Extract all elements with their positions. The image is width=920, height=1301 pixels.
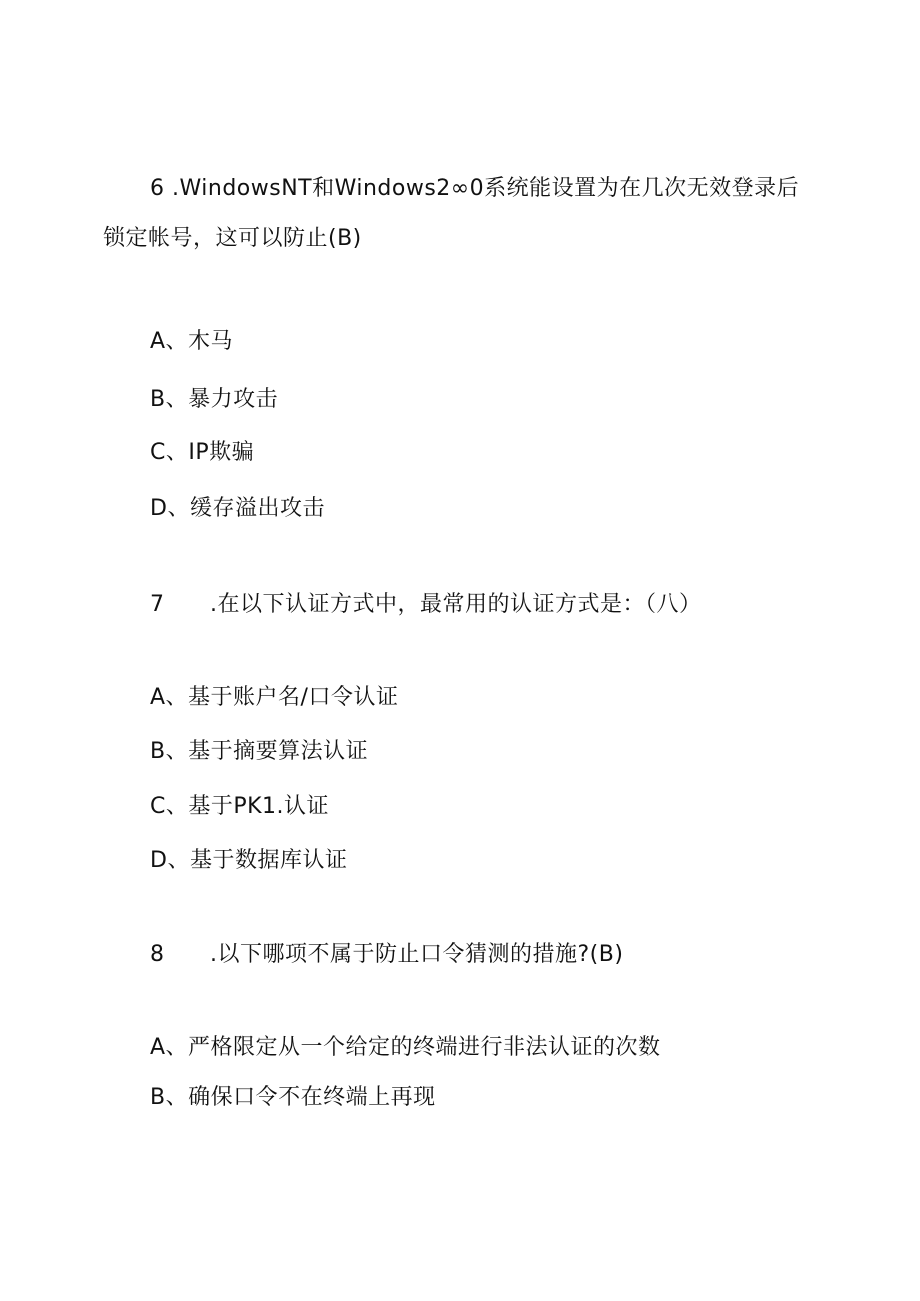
option-b: B、基于摘要算法认证	[150, 739, 369, 764]
question-number: 7	[150, 592, 164, 617]
question-text-line1: .WindowsNT和Windows2∞0系统能设置为在几次无效登录后	[172, 176, 800, 201]
option-c: C、基于PK1.认证	[150, 794, 330, 819]
option-a: A、木马	[150, 329, 234, 354]
question-text: .以下哪项不属于防止口令猜测的措施?(B)	[210, 942, 624, 967]
option-a: A、严格限定从一个给定的终端进行非法认证的次数	[150, 1035, 661, 1060]
question-text-line2: 锁定帐号，这可以防止(B)	[103, 226, 362, 251]
option-b: B、确保口令不在终端上再现	[150, 1085, 436, 1110]
option-c: C、IP欺骗	[150, 440, 255, 465]
option-a: A、基于账户名/口令认证	[150, 685, 399, 710]
question-number: 6	[150, 176, 164, 201]
option-b: B、暴力攻击	[150, 387, 279, 412]
option-d: D、基于数据库认证	[150, 848, 348, 873]
option-d: D、缓存溢出攻击	[150, 496, 325, 521]
question-number: 8	[150, 942, 164, 967]
question-text: .在以下认证方式中，最常用的认证方式是：（八）	[210, 592, 702, 617]
